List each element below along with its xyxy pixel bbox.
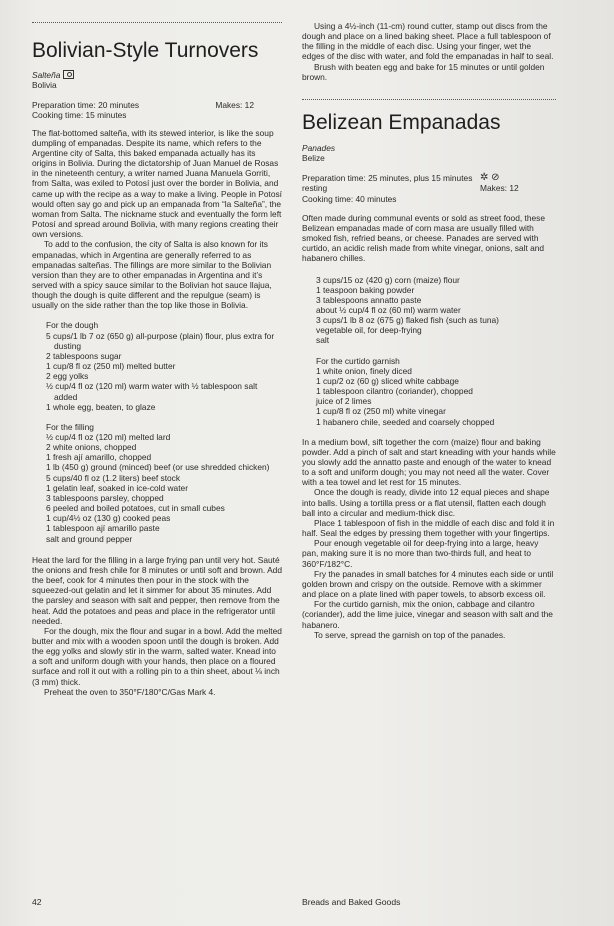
ingredient-item: 3 cups/1 lb 8 oz (675 g) flaked fish (such as tuna) [316, 315, 499, 326]
right-column [302, 0, 556, 640]
ingredient-item: salt [316, 335, 330, 346]
ingredient-heading: For the curtido garnish [316, 355, 400, 366]
ingredient-item: 1 lb (450 g) ground (minced) beef (or use shredded chicken) [46, 462, 270, 473]
ingredient-item: 1 tablespoon ají amarillo paste [46, 523, 160, 534]
ingredient-item: 3 tablespoons parsley, chopped [46, 492, 164, 503]
method-paragraph-belizean: Place 1 tablespoon of fish in the middle of each disc and fold it in half. Seal the edges by pressing them together with your fingertips. [302, 517, 555, 539]
recipe-title-bolivian: Bolivian-Style Turnovers [32, 39, 259, 62]
method-paragraph-belizean: For the curtido garnish, mix the onion, cabbage and cilantro (coriander), add the lime juice, vinegar and season with salt and the habanero. [302, 599, 553, 630]
dietary-icons: ✲ ⊘ [480, 172, 500, 184]
method-paragraph-belizean: To serve, spread the garnish on top of the panades. [314, 629, 506, 640]
ingredient-heading: For the dough [46, 320, 99, 331]
continued-method-paragraph: Brush with beaten egg and bake for 15 minutes or until golden brown. [302, 61, 545, 82]
ingredient-item: vegetable oil, for deep-frying [316, 325, 422, 336]
ingredient-item: 1 cup/8 fl oz (250 ml) white vinegar [316, 406, 446, 417]
ingredient-item: 6 peeled and boiled potatoes, cut in small cubes [46, 503, 225, 514]
method-paragraph: Heat the lard for the filling in a large frying pan until very hot. Sauté the onions and fresh chile for 8 minutes or until soft and brown. Add the beef, cook for 4 minutes then pour in the stock with the squeezed-out gelatin and let it simmer for about 35 minutes. Add the parsley and season with salt and pepper, then remove from the heat. Add the potatoes and peas and place in the refrigerator until needed. [32, 554, 283, 626]
prep-time-belizean: Preparation time: 25 minutes, plus 15 minutes resting [302, 173, 473, 194]
intro-paragraph: The flat-bottomed salteña, with its stewed interior, is like the soup dumpling of empanadas. Despite its name, which refers to the Argentine city of Salta, this baked empanada actually has its origins in Bolivia. During the dictatorship of Juan Manuel de Rosas in the nineteenth century, a writer named Juana Manuela Gorriti, from Salta, was exiled to Potosí just over the border in Bolivia, and came up with the recipe as a way to make a living. People in Potosí would often say go and pick up an empanada from “la Salteña”, the woman from Salta. The nickname stuck and eventually the form left Potosí and spread around Bolivia, with many regions creating their own versions. [32, 127, 282, 240]
recipe-title-belizean: Belizean Empanadas [302, 110, 501, 134]
intro-paragraph-belizean: Often made during communal events or sold as street food, these Belizean empanadas made of corn masa are usually filled with smoked fish, refried beans, or cheese. Panades are served with curtido, an acidic relish made from white vinegar, onions, salt and habanero chilles. [302, 212, 546, 264]
ingredient-item: 1 teaspoon baking powder [316, 284, 415, 295]
ingredient-item: 2 tablespoons sugar [46, 350, 122, 361]
ingredient-item: juice of 2 limes [316, 396, 372, 407]
section-footer: Breads and Baked Goods [302, 897, 401, 907]
intro-paragraph: To add to the confusion, the city of Salta is also known for its empanadas, which in Argentina are generally referred to as empanadas salteñas. The fillings are more similar to the Bolivian version than they are to other empanadas in Argentina and it’s served with a spicy sauce similar to the Bolivian hot sauce llajua, though the dough is quite different and the repulgue (seam) is usually on the side rather than the top like those in Bolivia. [32, 239, 272, 311]
cook-time-bolivian: Cooking time: 15 minutes [32, 110, 127, 121]
ingredient-item: 1 tablespoon cilantro (coriander), chopped [316, 386, 473, 397]
ingredient-item: 3 tablespoons annatto paste [316, 294, 422, 305]
ingredient-item: 3 cups/15 oz (420 g) corn (maize) flour [316, 274, 460, 285]
ingredient-item: 5 cups/1 lb 7 oz (650 g) all-purpose (plain) flour, plus extra for dusting [46, 330, 275, 351]
camera-icon [63, 70, 74, 79]
makes-belizean: Makes: 12 [480, 183, 519, 194]
method-paragraph: Preheat the oven to 350°F/180°C/Gas Mark 4. [44, 686, 216, 697]
recipe-country-bolivia: Bolivia [32, 80, 57, 91]
makes-bolivian: Makes: 12 [215, 100, 254, 111]
cook-time-belizean: Cooking time: 40 minutes [302, 193, 397, 204]
ingredient-item: 1 white onion, finely diced [316, 365, 412, 376]
ingredient-item: ½ cup/4 fl oz (120 ml) melted lard [46, 432, 171, 442]
ingredient-item: 2 white onions, chopped [46, 442, 137, 453]
method-paragraph: For the dough, mix the flour and sugar in a bowl. Add the melted butter and mix with a wooden spoon until the dough is broken. Add the egg yolks and slowly stir in the warm, salted water. Knead into a soft and uniform dough with your hands, then place on a floured surface and roll it out with a rolling pin to a thin sheet, about ⅛ inch (3 mm) thick. [32, 625, 282, 687]
ingredient-heading: For the filling [46, 421, 94, 432]
left-column [32, 0, 282, 697]
dough-ingredients [32, 320, 282, 411]
ingredient-item: 1 cup/8 fl oz (250 ml) melted butter [46, 361, 176, 372]
ingredient-item: 5 cups/40 fl oz (1.2 liters) beef stock [46, 472, 181, 483]
ingredient-item: 1 cup/4½ oz (130 g) cooked peas [46, 513, 171, 524]
top-rule-left [32, 22, 282, 23]
recipe-subtitle-saltena: Salteña [32, 70, 61, 80]
panades-ingredients [302, 275, 556, 346]
ingredient-item: 1 whole egg, beaten, to glaze [46, 401, 156, 412]
filling-ingredients [32, 422, 282, 544]
ingredient-item: 1 habanero chile, seeded and coarsely chopped [316, 416, 495, 427]
method-paragraph-belizean: Fry the panades in small batches for 4 minutes each side or until golden brown and crispy on the outside. Remove with a skimmer and place on a plate lined with paper towels, to absorb excess oil. [302, 568, 554, 600]
continued-method-paragraph: Using a 4½-inch (11-cm) round cutter, stamp out discs from the dough and place on a lined baking sheet. Place a full tablespoon of the filling in the middle of each disc. Using your finger, wet the edges of the disc with water, and fold the empanadas in half to seal. [302, 21, 554, 62]
page-number: 42 [32, 897, 42, 907]
ingredient-item: about ½ cup/4 fl oz (60 ml) warm water [316, 304, 461, 315]
ingredient-item: 1 gelatin leaf, soaked in ice-cold water [46, 482, 188, 493]
ingredient-item: ½ cup/4 fl oz (120 ml) warm water with ½ tablespoon salt added [46, 381, 258, 402]
prep-time-bolivian: Preparation time: 20 minutes [32, 100, 140, 111]
ingredient-item: 1 fresh ají amarillo, chopped [46, 452, 152, 463]
method-paragraph-belizean: Once the dough is ready, divide into 12 equal pieces and shape into balls. Using a tortilla press or a flat utensil, flatten each dough ball into a circular and medium-thick disc. [302, 487, 550, 518]
recipe-subtitle-panades: Panades [302, 142, 336, 153]
recipe-country-belize: Belize [302, 153, 325, 164]
ingredient-item: 1 cup/2 oz (60 g) sliced white cabbage [316, 375, 459, 386]
ingredient-item: salt and ground pepper [46, 533, 133, 544]
ingredient-item: 2 egg yolks [46, 371, 89, 382]
method-paragraph-belizean: Pour enough vegetable oil for deep-frying into a large, heavy pan, making sure it is no more than two-thirds full, and heat to 360°F/182°C. [302, 538, 539, 569]
curtido-ingredients [302, 356, 556, 427]
method-paragraph-belizean: In a medium bowl, sift together the corn (maize) flour and baking powder. Add a pinch of salt and start kneading with your hands while you slowly add the annatto paste and enough of the water to knead to a soft and uniform dough; you may not need all the water. Cover with a tea towel and let rest for 15 minutes. [302, 436, 556, 488]
section-rule [302, 99, 556, 100]
